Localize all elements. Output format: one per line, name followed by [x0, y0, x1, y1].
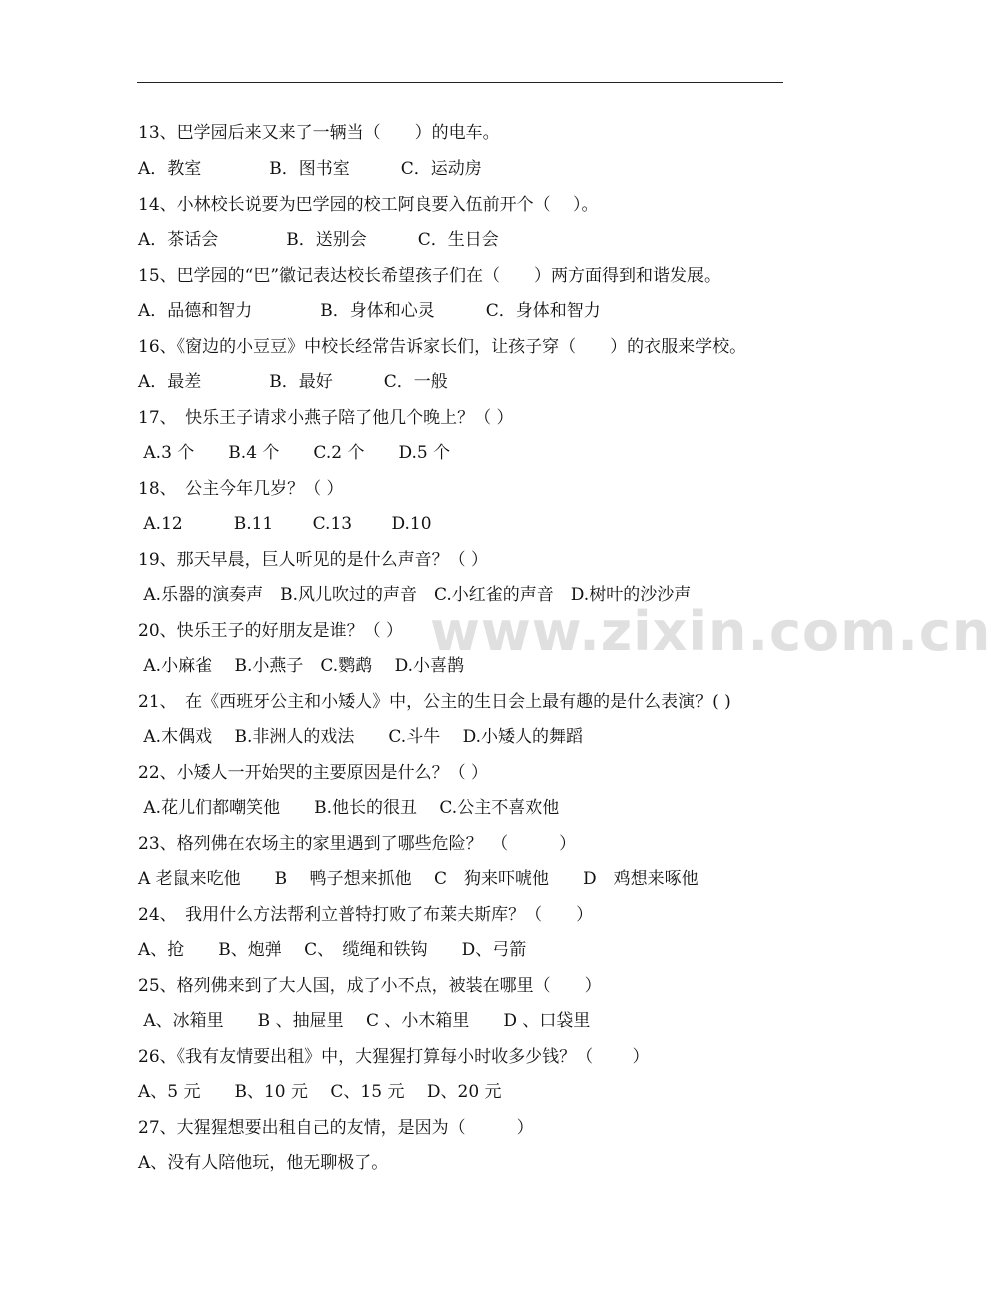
question-25: 25、格列佛来到了大人国，成了小不点，被装在哪里（ ）: [138, 976, 602, 996]
options-27: A、没有人陪他玩，他无聊极了。: [138, 1153, 389, 1173]
question-15: 15、巴学园的“巴”徽记表达校长希望孩子们在（ ）两方面得到和谐发展。: [138, 266, 722, 286]
question-14: 14、小林校长说要为巴学园的校工阿良要入伍前开个（ ）。: [138, 195, 599, 215]
question-16: 16、《窗边的小豆豆》中校长经常告诉家长们，让孩子穿（ ）的衣服来学校。: [138, 337, 747, 357]
options-17: A.3 个 B.4 个 C.2 个 D.5 个: [138, 443, 451, 463]
question-26: 26、《我有友情要出租》中，大猩猩打算每小时收多少钱？（ ）: [138, 1047, 650, 1067]
header-rule: [137, 82, 783, 83]
options-16: A．最差 B．最好 C．一般: [138, 372, 448, 392]
options-19: A.乐器的演奏声 B.风儿吹过的声音 C.小红雀的声音 D.树叶的沙沙声: [138, 585, 692, 605]
options-20: A.小麻雀 B.小燕子 C.鹦鹉 D.小喜鹊: [138, 656, 465, 676]
watermark: www.zixin.com.cn: [430, 600, 991, 663]
question-23: 23、格列佛在农场主的家里遇到了哪些危险？ （ ）: [138, 834, 577, 854]
question-27: 27、大猩猩想要出租自己的友情，是因为（ ）: [138, 1118, 534, 1138]
options-26: A、5 元 B、10 元 C、15 元 D、20 元: [138, 1082, 502, 1102]
question-13: 13、巴学园后来又来了一辆当（ ）的电车。: [138, 123, 500, 143]
question-24: 24、 我用什么方法帮利立普特打败了布莱夫斯库？（ ）: [138, 905, 594, 925]
question-17: 17、 快乐王子请求小燕子陪了他几个晚上？（ ）: [138, 408, 514, 428]
question-21: 21、 在《西班牙公主和小矮人》中，公主的生日会上最有趣的是什么表演？( ): [138, 692, 731, 712]
question-19: 19、那天早晨，巨人听见的是什么声音？（ ）: [138, 550, 489, 570]
options-14: A．茶话会 B．送别会 C．生日会: [138, 230, 499, 250]
options-18: A.12 B.11 C.13 D.10: [138, 514, 432, 534]
options-23: A 老鼠来吃他 B 鸭子想来抓他 C 狗来吓唬他 D 鸡想来啄他: [138, 869, 699, 889]
options-13: A．教室 B．图书室 C．运动房: [138, 159, 482, 179]
options-22: A.花儿们都嘲笑他 B.他长的很丑 C.公主不喜欢他: [138, 798, 560, 818]
options-21: A.木偶戏 B.非洲人的戏法 C.斗牛 D.小矮人的舞蹈: [138, 727, 584, 747]
options-25: A、冰箱里 B 、抽屉里 C 、小木箱里 D 、口袋里: [138, 1011, 591, 1031]
options-24: A、抢 B、炮弹 C、 缆绳和铁钩 D、弓箭: [138, 940, 527, 960]
question-20: 20、快乐王子的好朋友是谁？（ ）: [138, 621, 404, 641]
options-15: A．品德和智力 B．身体和心灵 C．身体和智力: [138, 301, 601, 321]
question-18: 18、 公主今年几岁？（ ）: [138, 479, 344, 499]
question-22: 22、小矮人一开始哭的主要原因是什么？（ ）: [138, 763, 489, 783]
